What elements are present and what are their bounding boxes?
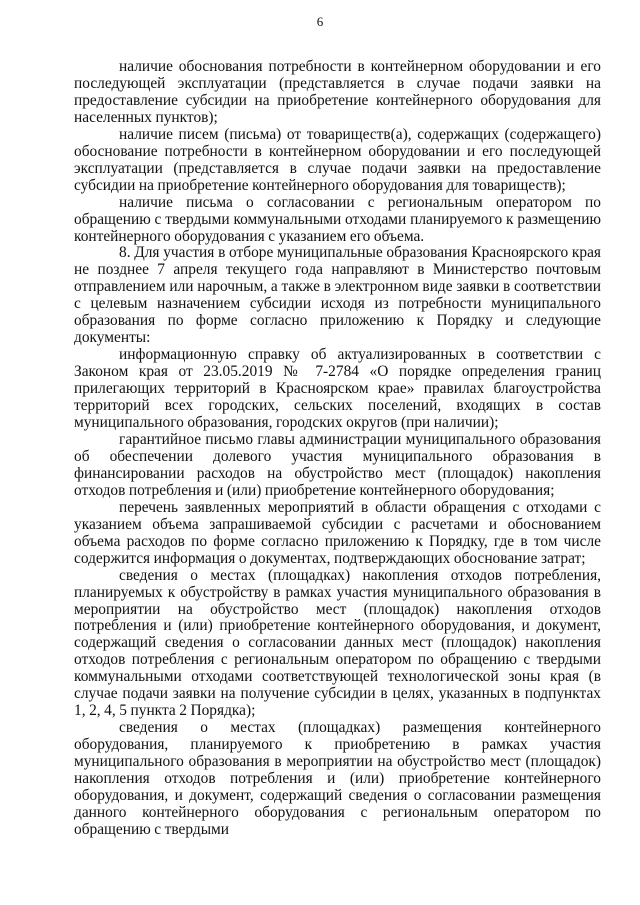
paragraph-info-certificate: информационную справку об актуализированных в соответствии с Законом края от 23.05.2019 № 7-2784 «О порядке определения границ прилегающих территорий в Красноярском крае» правилах благоустройства территорий всех городских, сельских поселений, входящих в состав муниципального образования, городских округов (при наличии); [74, 346, 601, 432]
paragraph-regional-operator-letter: наличие письма о согласовании с региональным оператором по обращению с твердыми коммунальными отходами планируемого к размещению контейнерного оборудования с указанием его объема. [74, 193, 601, 245]
paragraph-partnership-letters: наличие писем (письма) от товариществ(а), содержащих (содержащего) обоснование потребности в контейнерном оборудовании и его последующей эксплуатации (представляется в случае подачи заявки на предоставление субсидии на приобретение контейнерного оборудования для товариществ); [74, 125, 601, 194]
paragraph-item-8: 8. Для участия в отборе муниципальные образования Красноярского края не позднее 7 апреля текущего года направляют в Министерство почтовым отправлением или нарочным, а также в электронном виде заявки в соответствии с целевым назначением субсидии исходя из потребности муниципального образования по форме согласно приложению к Порядку и следующие документы: [74, 244, 601, 347]
paragraph-container-sites-info: сведения о местах (площадках) размещения контейнерного оборудования, планируемого к приобретению в рамках участия муниципального образования в мероприятии на обустройство мест (площадок) накопления отходов потребления и (или) приобретение контейнерного оборудования, и документ, содержащий сведения о согласовании размещения данного контейнерного оборудования с региональным оператором по обращению с твердыми [74, 719, 601, 838]
paragraph-waste-sites-info: сведения о местах (площадках) накопления отходов потребления, планируемых к обустройству в рамках участия муниципального образования в мероприятии на обустройство мест (площадок) накопления отходов потребления и (или) приобретение контейнерного оборудования, и документ, содержащий сведения о согласовании данных мест (площадок) накопления отходов потребления с региональным оператором по обращению с твердыми коммунальными отходами соответствующей технологической зоны края (в случае подачи заявки на получение субсидии в целях, указанных в подпунктах 1, 2, 4, 5 пункта 2 Порядка); [74, 566, 601, 720]
paragraph-activities-list: перечень заявленных мероприятий в области обращения с отходами с указанием объема запрашиваемой субсидии с расчетами и обоснованием объема расходов по форме согласно приложению к Порядку, где в том числе содержится информация о документах, подтверждающих обоснование затрат; [74, 498, 601, 567]
document-body [74, 59, 601, 839]
page-number: 6 [316, 14, 324, 29]
paragraph-container-justification-consent: наличие обоснования потребности в контейнерном оборудовании и его последующей эксплуатации (представляется в случае подачи заявки на предоставление субсидии на приобретение контейнерного оборудования для населенных пунктов); [74, 58, 601, 126]
paragraph-guarantee-letter: гарантийное письмо главы администрации муниципального образования об обеспечении долевого участия муниципального образования в финансировании расходов на обустройство мест (площадок) накопления отходов потребления и (или) приобретение контейнерного оборудования; [74, 430, 601, 499]
